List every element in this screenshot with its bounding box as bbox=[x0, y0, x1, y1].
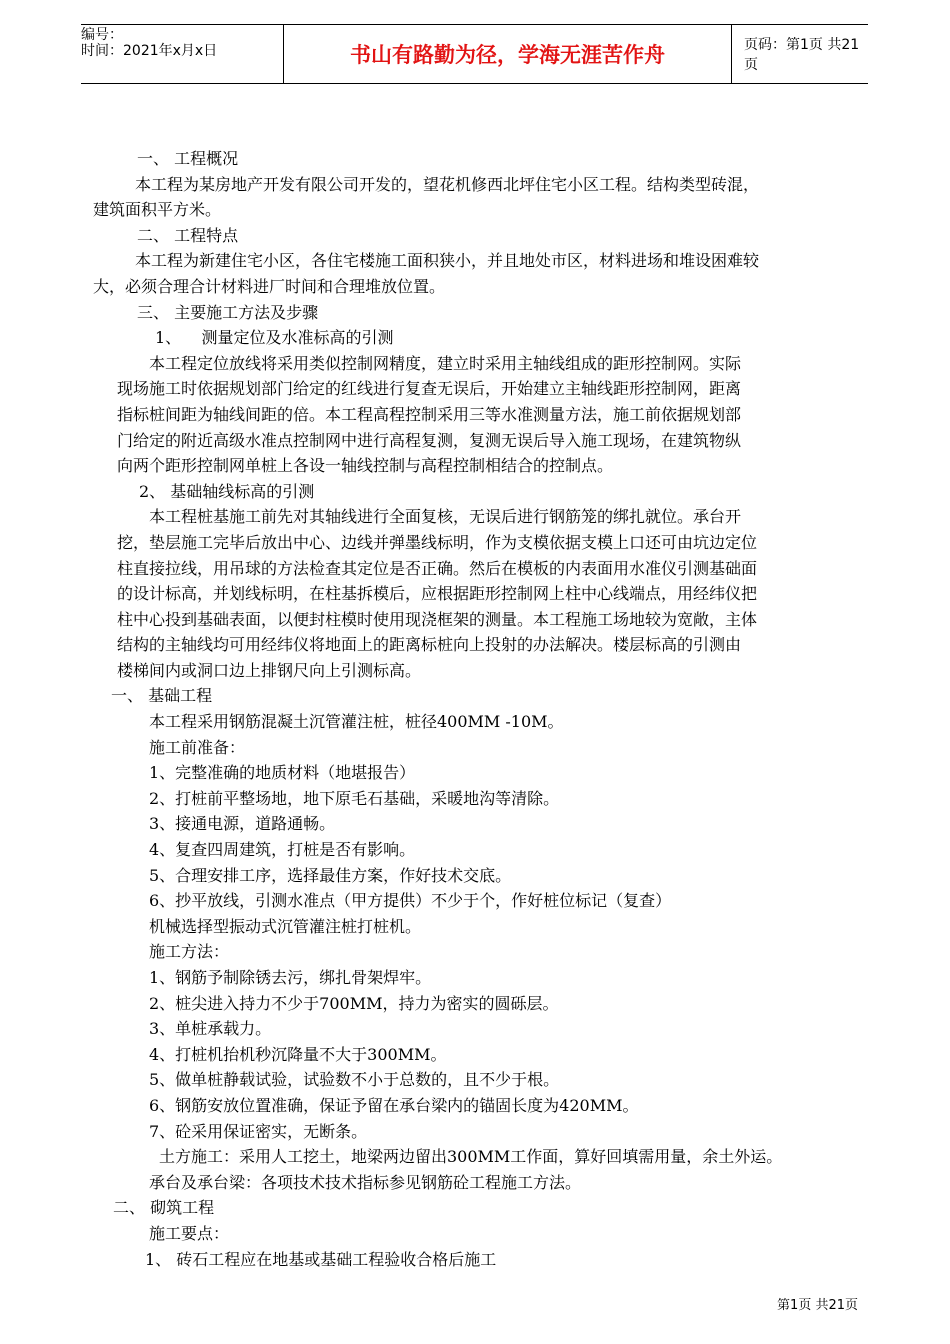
paragraph-line: 建筑面积平方米。 bbox=[93, 200, 222, 220]
subsection-heading: 1、 测量定位及水准标高的引测 bbox=[155, 328, 394, 348]
list-item: 2、桩尖进入持力不少于700MM，持力为密实的圆砾层。 bbox=[149, 993, 559, 1013]
subsection-heading: 2、 基础轴线标高的引测 bbox=[139, 481, 315, 501]
section-heading-5: 二、 砌筑工程 bbox=[113, 1198, 215, 1218]
header-meta bbox=[81, 25, 284, 83]
page-footer: 第1页 共21页 bbox=[777, 1298, 858, 1313]
list-item: 5、做单桩静载试验，试验数不小于总数的，且不少于根。 bbox=[149, 1070, 560, 1090]
list-item: 1、 砖石工程应在地基或基础工程验收合格后施工 bbox=[145, 1249, 497, 1269]
paragraph-line: 机械选择型振动式沉管灌注桩打桩机。 bbox=[149, 916, 422, 936]
list-item: 6、钢筋安放位置准确，保证予留在承台梁内的锚固长度为420MM。 bbox=[149, 1095, 639, 1115]
paragraph-line: 挖，垫层施工完毕后放出中心、边线并弹墨线标明，作为支模依据支模上口还可由坑边定位 bbox=[117, 532, 758, 552]
paragraph-line: 指标桩间距为轴线间距的倍。本工程高程控制采用三等水准测量方法，施工前依据规划部 bbox=[117, 404, 742, 424]
paragraph-line: 本工程采用钢筋混凝土沉管灌注桩，桩径400MM -10M。 bbox=[149, 712, 564, 732]
list-item: 1、完整准确的地质材料（地堪报告） bbox=[149, 763, 416, 783]
section-heading-4: 一、 基础工程 bbox=[111, 686, 213, 706]
list-item: 4、打桩机抬机秒沉降量不大于300MM。 bbox=[149, 1044, 447, 1064]
paragraph-line: 本工程为某房地产开发有限公司开发的，望花机修西北坪住宅小区工程。结构类型砖混， bbox=[135, 174, 760, 194]
document-time: 时间：2021年x月x日 bbox=[81, 43, 218, 59]
paragraph-line: 大，必须合理合计材料进厂时间和合理堆放位置。 bbox=[93, 276, 446, 296]
list-item: 7、砼采用保证密实，无断条。 bbox=[149, 1121, 368, 1141]
header-page-info: 页码：第1页 共21页 bbox=[744, 37, 860, 73]
paragraph-line: 承台及承台梁：各项技术技术指标参见钢筋砼工程施工方法。 bbox=[149, 1172, 582, 1192]
paragraph-line: 本工程桩基施工前先对其轴线进行全面复核，无误后进行钢筋笼的绑扎就位。承台开 bbox=[149, 507, 742, 527]
list-item: 3、单桩承载力。 bbox=[149, 1019, 272, 1039]
list-heading: 施工要点： bbox=[149, 1223, 230, 1243]
list-item: 3、接通电源，道路通畅。 bbox=[149, 814, 336, 834]
document-number-label: 编号： bbox=[81, 27, 123, 43]
list-item: 2、打桩前平整场地，地下原毛石基础，采暖地沟等清除。 bbox=[149, 788, 560, 808]
paragraph-line: 向两个距形控制网单桩上各设一轴线控制与高程控制相结合的控制点。 bbox=[117, 456, 614, 476]
paragraph-line: 柱中心投到基础表面，以便封柱模时使用现浇框架的测量。本工程施工场地较为宽敞，主体 bbox=[117, 609, 758, 629]
paragraph-line: 柱直接拉线，用吊球的方法检查其定位是否正确。然后在模板的内表面用水准仪引测基础面 bbox=[117, 558, 758, 578]
paragraph-line: 土方施工：采用人工挖土，地梁两边留出300MM工作面，算好回填需用量，余土外运。 bbox=[159, 1147, 783, 1167]
document-body bbox=[93, 146, 865, 1272]
section-heading-2: 二、 工程特点 bbox=[137, 225, 239, 245]
paragraph-line: 门给定的附近高级水准点控制网中进行高程复测，复测无误后导入施工现场，在建筑物纵 bbox=[117, 430, 742, 450]
list-heading: 施工方法： bbox=[149, 942, 230, 962]
paragraph-line: 现场施工时依据规划部门给定的红线进行复查无误后，开始建立主轴线距形控制网，距离 bbox=[117, 379, 742, 399]
paragraph-line: 的设计标高，并划线标明，在柱基拆模后，应根据距形控制网上柱中心线端点，用经纬仪把 bbox=[117, 584, 758, 604]
page-header bbox=[81, 24, 868, 84]
list-item: 1、钢筋予制除锈去污，绑扎骨架焊牢。 bbox=[149, 968, 432, 987]
section-heading-1: 一、 工程概况 bbox=[137, 149, 239, 168]
list-heading: 施工前准备： bbox=[149, 737, 246, 757]
list-item: 6、抄平放线，引测水准点（甲方提供）不少于个，作好桩位标记（复查） bbox=[149, 891, 672, 911]
list-item: 4、复查四周建筑，打桩是否有影响。 bbox=[149, 840, 416, 860]
list-item: 5、合理安排工序，选择最佳方案，作好技术交底。 bbox=[149, 865, 512, 885]
paragraph-line: 本工程为新建住宅小区，各住宅楼施工面积狭小，并且地处市区，材料进场和堆设困难较 bbox=[135, 251, 760, 271]
paragraph-line: 结构的主轴线均可用经纬仪将地面上的距离标桩向上投射的办法解决。楼层标高的引测由 bbox=[117, 635, 742, 655]
section-heading-3: 三、 主要施工方法及步骤 bbox=[137, 302, 319, 322]
paragraph-line: 楼梯间内或洞口边上排钢尺向上引测标高。 bbox=[117, 660, 422, 680]
header-motto: 书山有路勤为径，学海无涯苦作舟 bbox=[284, 25, 732, 83]
paragraph-line: 本工程定位放线将采用类似控制网精度，建立时采用主轴线组成的距形控制网。实际 bbox=[149, 353, 742, 373]
